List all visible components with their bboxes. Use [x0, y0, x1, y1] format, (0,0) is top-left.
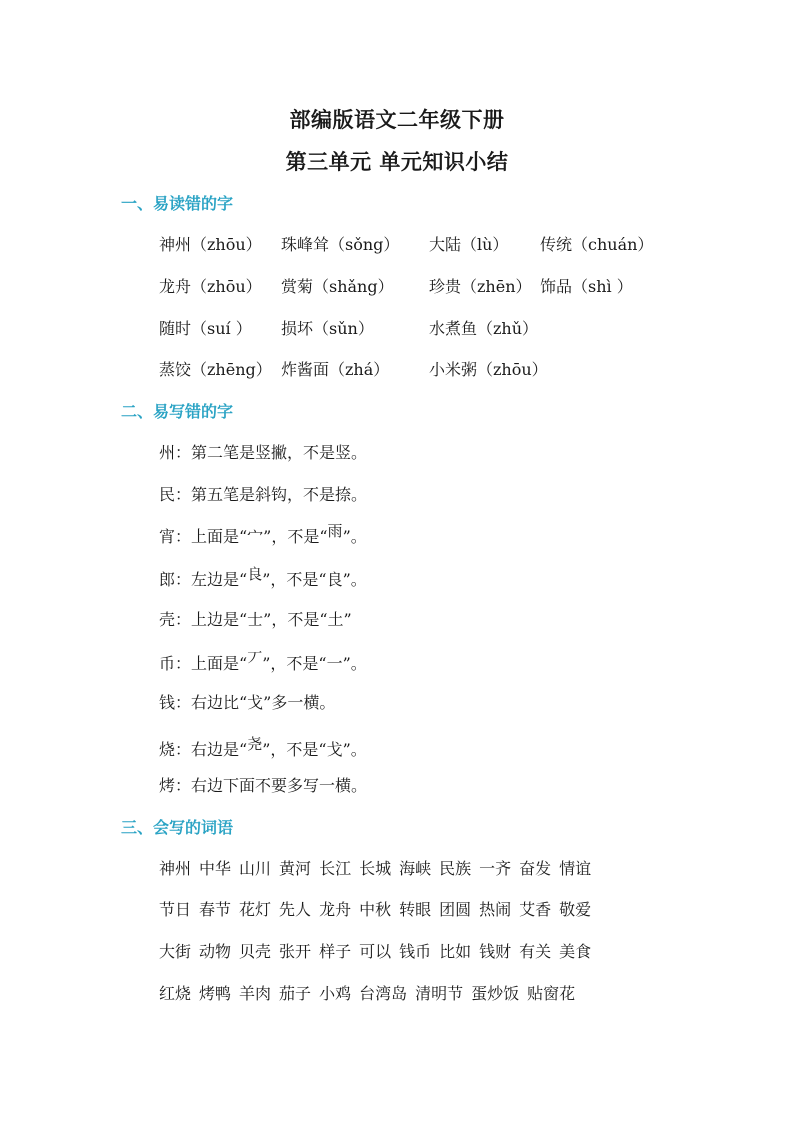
vocab-word: 海峡: [399, 859, 432, 878]
vocab-word: 贴窗花: [527, 984, 576, 1003]
vocab-word: 有关: [519, 942, 552, 961]
vocab-row: [159, 856, 599, 879]
vocab-word: 中秋: [359, 900, 392, 919]
writing-note: [159, 524, 367, 547]
vocab-word: 动物: [199, 942, 232, 961]
vocab-word: 钱财: [479, 942, 512, 961]
note-text: 烤：右边下面不要多写一横。: [159, 776, 368, 795]
pinyin-item: 损坏（sǔn）: [281, 319, 374, 338]
vocab-word: 中华: [199, 859, 232, 878]
vocab-word: 情谊: [559, 859, 592, 878]
vocab-word: 一齐: [479, 859, 512, 878]
pinyin-item: 龙舟（zhōu）: [159, 277, 262, 296]
vocab-word: 长城: [359, 859, 392, 878]
writing-note: [159, 651, 367, 674]
writing-note: [159, 773, 367, 796]
vocab-word: 红烧: [159, 984, 192, 1003]
vocab-word: 春节: [199, 900, 232, 919]
pinyin-item: 饰品（shì ）: [540, 277, 633, 296]
vocab-word: 小鸡: [319, 984, 352, 1003]
note-text: ”，不是“良”。: [262, 570, 367, 589]
writing-note: [159, 440, 367, 463]
pinyin-item: 传统（chuán）: [540, 235, 654, 254]
writing-note: [159, 607, 352, 630]
writing-note: [159, 737, 367, 760]
note-text: ”，不是“戈”。: [262, 740, 367, 759]
vocab-word: 团圆: [439, 900, 472, 919]
vocab-word: 样子: [319, 942, 352, 961]
pinyin-item: 神州（zhōu）: [159, 235, 262, 254]
vocab-word: 先人: [279, 900, 312, 919]
vocab-word: 羊肉: [239, 984, 272, 1003]
pinyin-item: 大陆（lù）: [429, 235, 509, 254]
section3-heading: 三、会写的词语: [121, 818, 234, 837]
vocab-word: 贝壳: [239, 942, 272, 961]
vocab-row: [159, 981, 583, 1004]
note-text: ”，不是“一”。: [262, 654, 367, 673]
page-subtitle: 第三单元 单元知识小结: [285, 149, 509, 174]
page-title: 部编版语文二年级下册: [289, 107, 505, 132]
pinyin-item: 水煮鱼（zhǔ）: [429, 319, 539, 338]
section2-heading: 二、易写错的字: [121, 402, 234, 421]
vocab-word: 长江: [319, 859, 352, 878]
character-glyph: 尧: [247, 735, 263, 753]
writing-note: [159, 567, 367, 590]
vocab-word: 节日: [159, 900, 192, 919]
vocab-row: [159, 897, 599, 920]
note-text: 州：第二笔是竖撇，不是竖。: [159, 443, 368, 462]
vocab-word: 龙舟: [319, 900, 352, 919]
vocab-word: 美食: [559, 942, 592, 961]
note-text: 币：上面是“: [159, 654, 248, 673]
vocab-word: 蛋炒饭: [471, 984, 520, 1003]
note-text: 宵：上面是“宀”，不是“: [159, 527, 328, 546]
vocab-word: 大街: [159, 942, 192, 961]
writing-note: [159, 482, 367, 505]
character-glyph: 良: [247, 565, 263, 583]
vocab-word: 可以: [359, 942, 392, 961]
pinyin-item: 炸酱面（zhá）: [281, 360, 390, 379]
vocab-word: 茄子: [279, 984, 312, 1003]
vocab-word: 台湾岛: [359, 984, 408, 1003]
vocab-word: 黄河: [279, 859, 312, 878]
writing-note: [159, 690, 335, 713]
vocab-word: 热闹: [479, 900, 512, 919]
vocab-word: 清明节: [415, 984, 464, 1003]
vocab-word: 钱币: [399, 942, 432, 961]
vocab-word: 敬爱: [559, 900, 592, 919]
note-text: 壳：上边是“士”，不是“土”: [159, 610, 352, 629]
vocab-word: 奋发: [519, 859, 552, 878]
pinyin-item: 赏菊（shǎng）: [281, 277, 394, 296]
vocab-word: 山川: [239, 859, 272, 878]
vocab-word: 转眼: [399, 900, 432, 919]
pinyin-item: 珠峰耸（sǒng）: [281, 235, 400, 254]
vocab-word: 花灯: [239, 900, 272, 919]
note-text: 民：第五笔是斜钩，不是捺。: [159, 485, 368, 504]
vocab-word: 烤鸭: [199, 984, 232, 1003]
vocab-word: 民族: [439, 859, 472, 878]
character-glyph: 丆: [247, 649, 263, 667]
character-glyph: 雨: [327, 522, 343, 540]
vocab-word: 神州: [159, 859, 192, 878]
note-text: ”。: [342, 527, 367, 546]
vocab-row: [159, 939, 599, 962]
pinyin-item: 小米粥（zhōu）: [429, 360, 548, 379]
section1-heading: 一、易读错的字: [121, 194, 234, 213]
vocab-word: 艾香: [519, 900, 552, 919]
vocab-word: 比如: [439, 942, 472, 961]
vocab-word: 张开: [279, 942, 312, 961]
pinyin-item: 珍贵（zhēn）: [429, 277, 532, 296]
pinyin-item: 随时（suí ）: [159, 319, 252, 338]
note-text: 郎：左边是“: [159, 570, 248, 589]
pinyin-item: 蒸饺（zhēng）: [159, 360, 272, 379]
note-text: 烧：右边是“: [159, 740, 248, 759]
note-text: 钱：右边比“戈”多一横。: [159, 693, 336, 712]
